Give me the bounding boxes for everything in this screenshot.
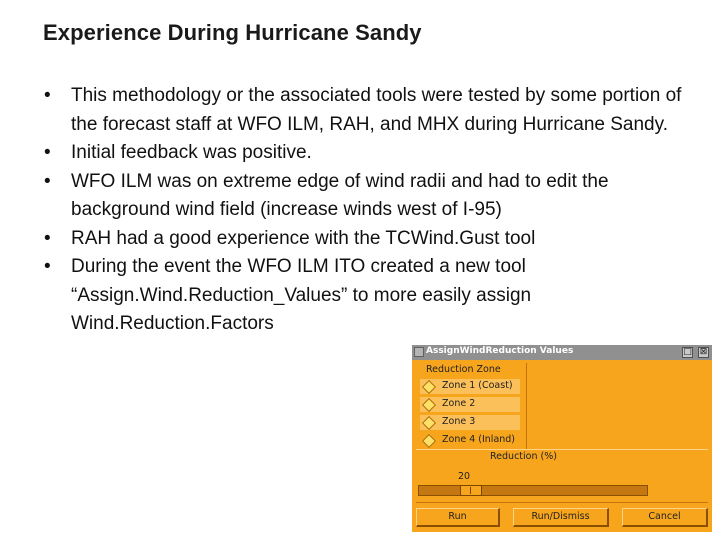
bullet-text: Initial feedback was positive. — [71, 142, 312, 163]
zone-3-label: Zone 3 — [442, 416, 476, 427]
bullet-item — [44, 253, 694, 339]
bullet-item — [44, 225, 694, 254]
bullet-text: This methodology or the associated tools were tested by some portion of the forecast staff at WFO ILM, RAH, and MHX during Hurricane Sandy. — [71, 85, 682, 135]
reduction-slider-trough[interactable] — [418, 485, 648, 496]
bullet-glyph: • — [44, 85, 51, 106]
reduction-label: Reduction (%) — [490, 451, 557, 462]
zone-1-label: Zone 1 (Coast) — [442, 380, 513, 391]
bullet-item — [44, 139, 694, 168]
slide-title: Experience During Hurricane Sandy — [43, 20, 422, 45]
bullet-item — [44, 168, 694, 225]
reduction-slider-handle[interactable] — [460, 485, 482, 496]
bullet-item — [44, 82, 694, 139]
bullet-text: During the event the WFO ILM ITO created a new tool “Assign.Wind.Reduction_Values” to more easily assign Wind.Reduction.Factors — [71, 256, 532, 334]
reduction-zone-label: Reduction Zone — [426, 364, 501, 375]
bullet-glyph: • — [44, 256, 51, 277]
zone-3-radio[interactable] — [420, 415, 540, 430]
window-menu-icon[interactable] — [414, 347, 424, 357]
bullet-glyph: • — [44, 227, 51, 249]
cancel-button[interactable]: Cancel — [622, 508, 708, 527]
zone-1-radio[interactable] — [420, 379, 540, 394]
assign-wind-reduction-dialog — [412, 345, 712, 532]
bullet-text: RAH had a good experience with the TCWind.Gust tool — [71, 227, 536, 249]
zone-4-radio[interactable] — [420, 433, 540, 448]
bullet-glyph: • — [44, 170, 51, 192]
zone-2-label: Zone 2 — [442, 398, 476, 409]
close-icon[interactable]: ⊠ — [699, 347, 708, 357]
reduction-value: 20 — [458, 471, 471, 482]
zone-4-label: Zone 4 (Inland) — [442, 434, 516, 445]
dialog-titlebar[interactable] — [412, 345, 712, 360]
run-dismiss-button[interactable]: Run/Dismiss — [513, 508, 609, 527]
bullet-text: WFO ILM was on extreme edge of wind radii and had to edit the background wind field (increase winds west of I-95) — [71, 170, 609, 220]
zone-2-radio[interactable] — [420, 397, 540, 412]
minimize-icon[interactable]: □ — [683, 347, 692, 357]
bullet-glyph: • — [44, 142, 51, 163]
dialog-title: AssignWindReduction Values — [426, 346, 574, 356]
reduction-zone-group — [416, 363, 527, 450]
bullet-list — [44, 82, 694, 339]
run-button[interactable]: Run — [416, 508, 500, 527]
